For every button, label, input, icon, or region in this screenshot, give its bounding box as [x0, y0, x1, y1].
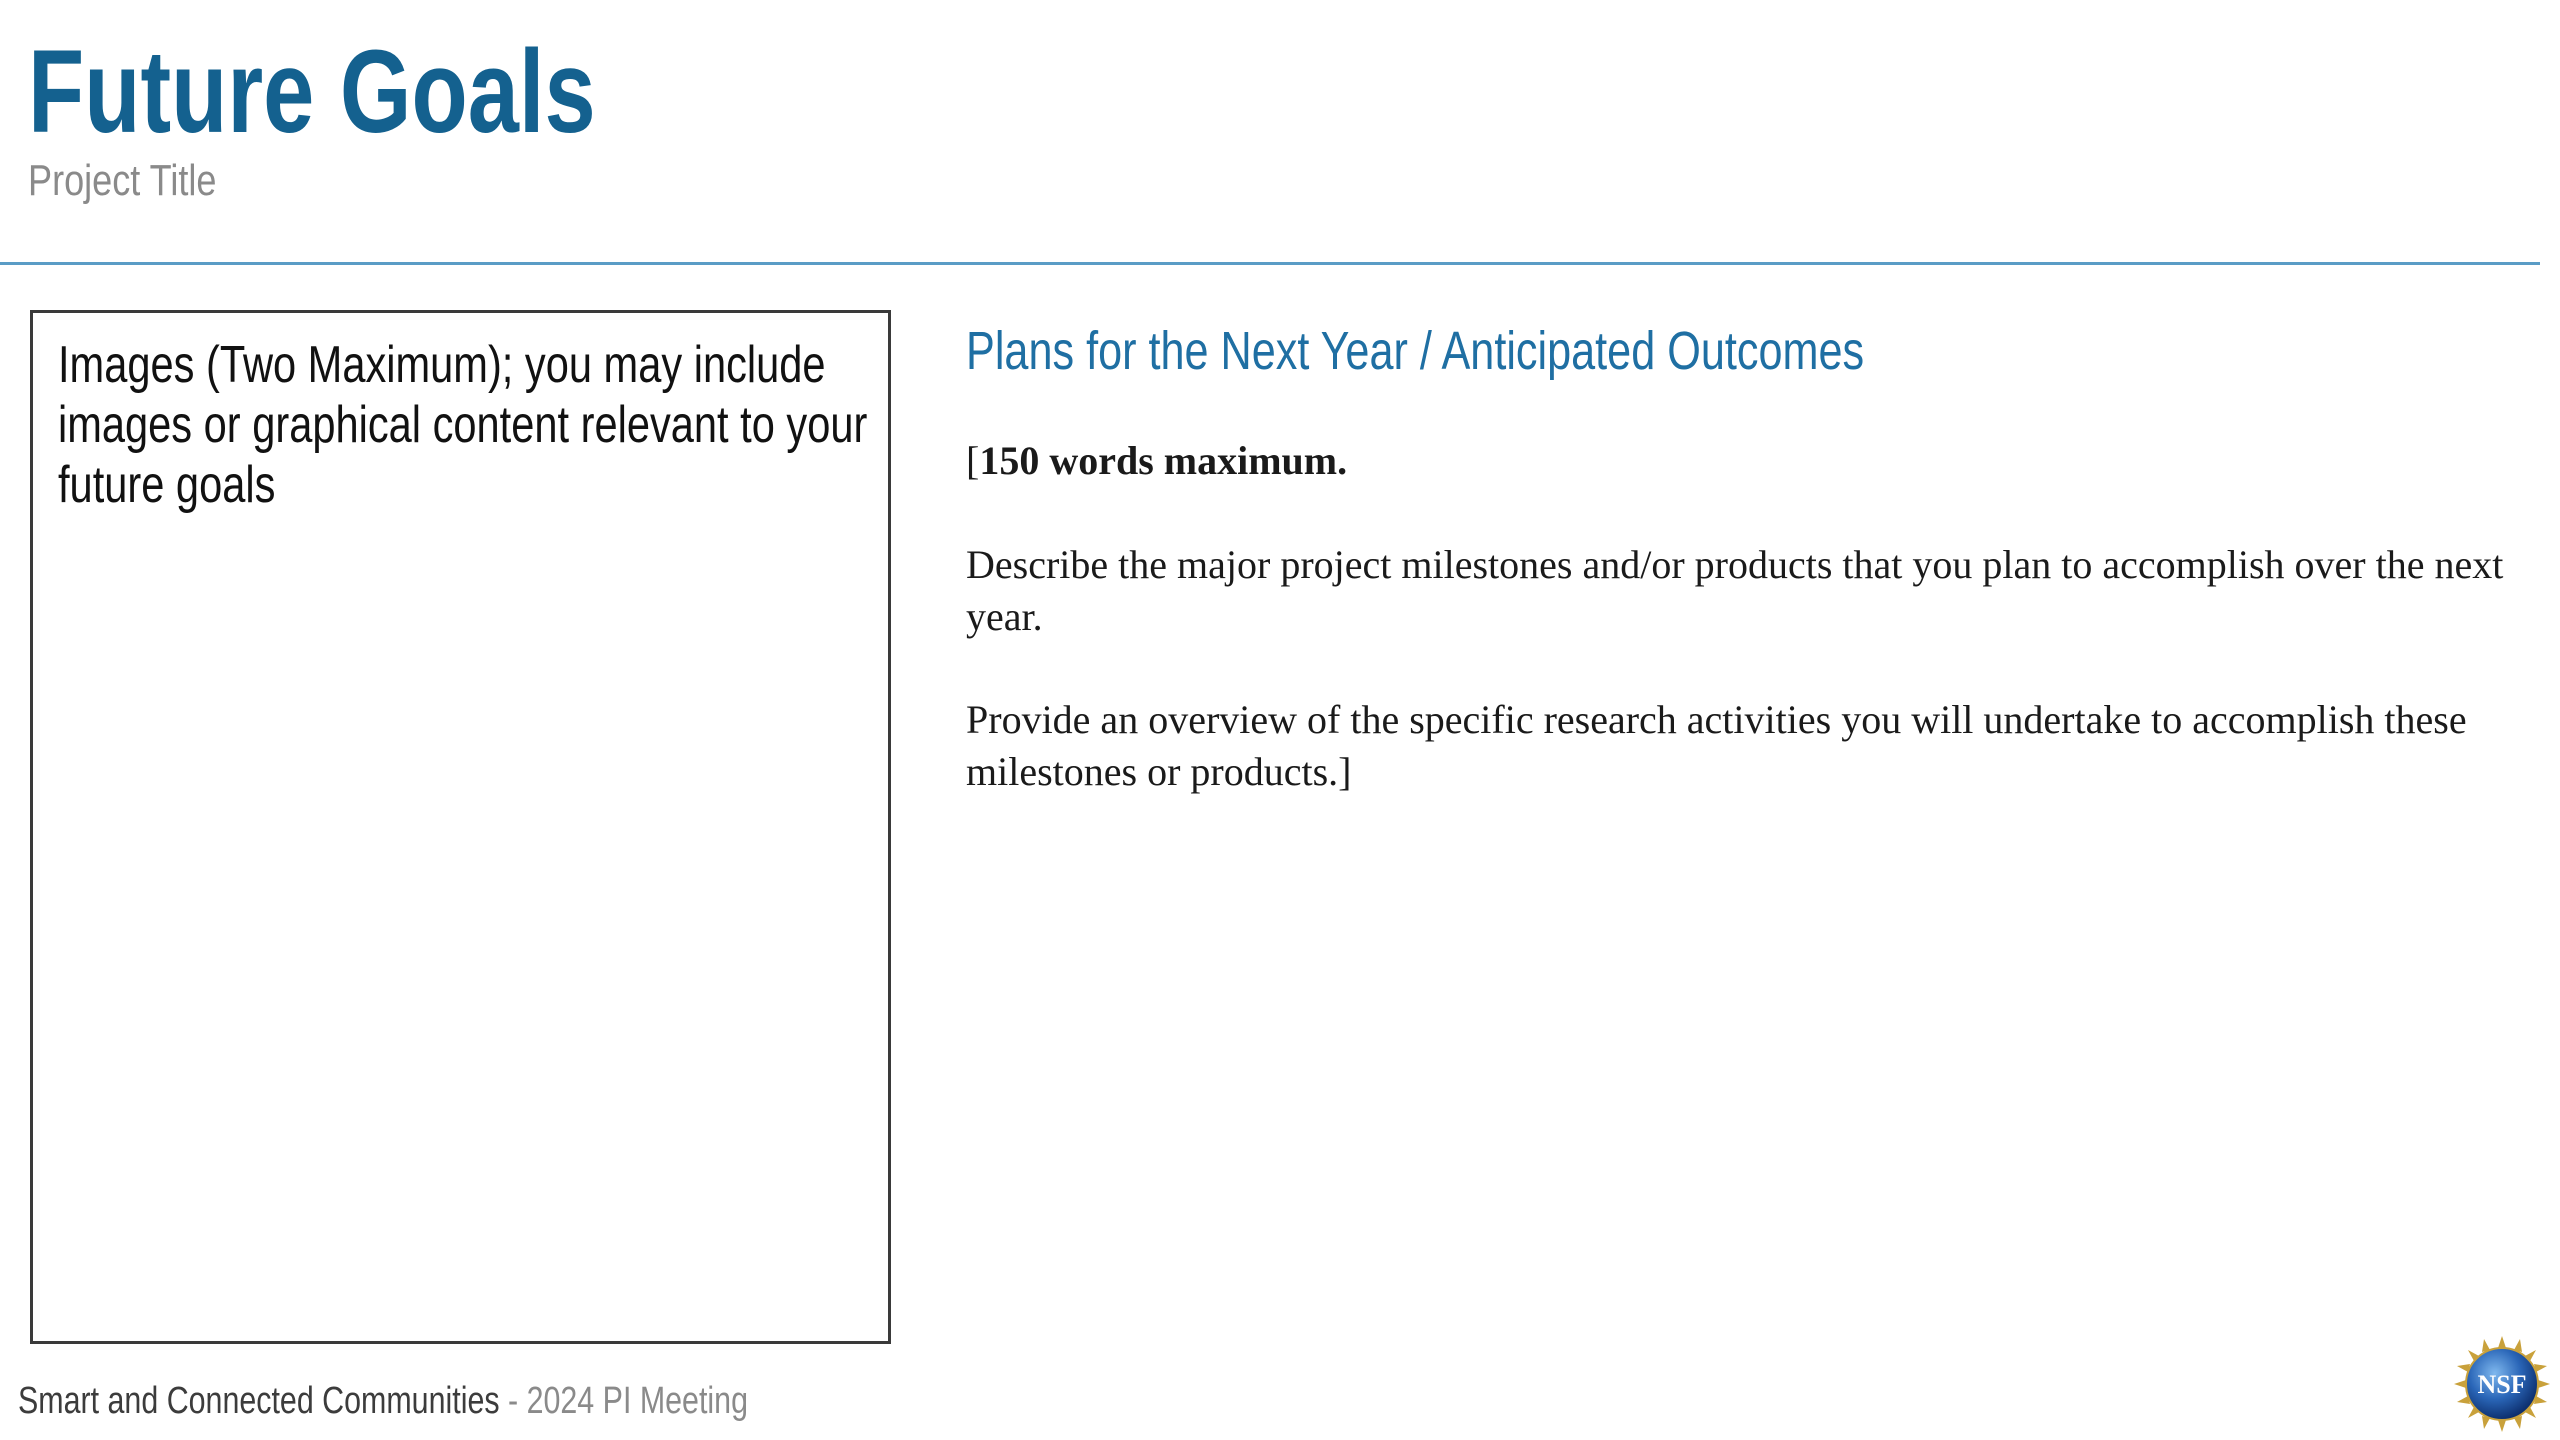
section-heading: Plans for the Next Year / Anticipated Outcomes	[966, 321, 1865, 381]
footer-event: 2024 PI Meeting	[526, 1380, 748, 1422]
nsf-logo-icon	[2452, 1334, 2552, 1434]
image-placeholder-text: Images (Two Maximum); you may include images or graphical content relevant to your future goals	[58, 336, 868, 514]
bracket-open: [	[966, 438, 980, 483]
image-placeholder-box[interactable]	[30, 310, 891, 1344]
word-limit-note	[966, 435, 2506, 487]
header-divider	[0, 262, 2540, 265]
word-limit-text: 150 words maximum.	[979, 438, 1348, 483]
footer	[18, 1380, 748, 1424]
project-title: Project Title	[28, 156, 217, 205]
footer-separator: -	[499, 1380, 527, 1422]
nsf-logo-text: NSF	[2477, 1370, 2527, 1399]
slide-title: Future Goals	[28, 26, 596, 158]
activities-paragraph: Provide an overview of the specific research activities you will undertake to accomplish these milestones or products.]	[966, 697, 2467, 794]
footer-program: Smart and Connected Communities	[18, 1380, 500, 1422]
milestones-paragraph: Describe the major project milestones and/or products that you plan to accomplish over the next year.	[966, 542, 2504, 639]
